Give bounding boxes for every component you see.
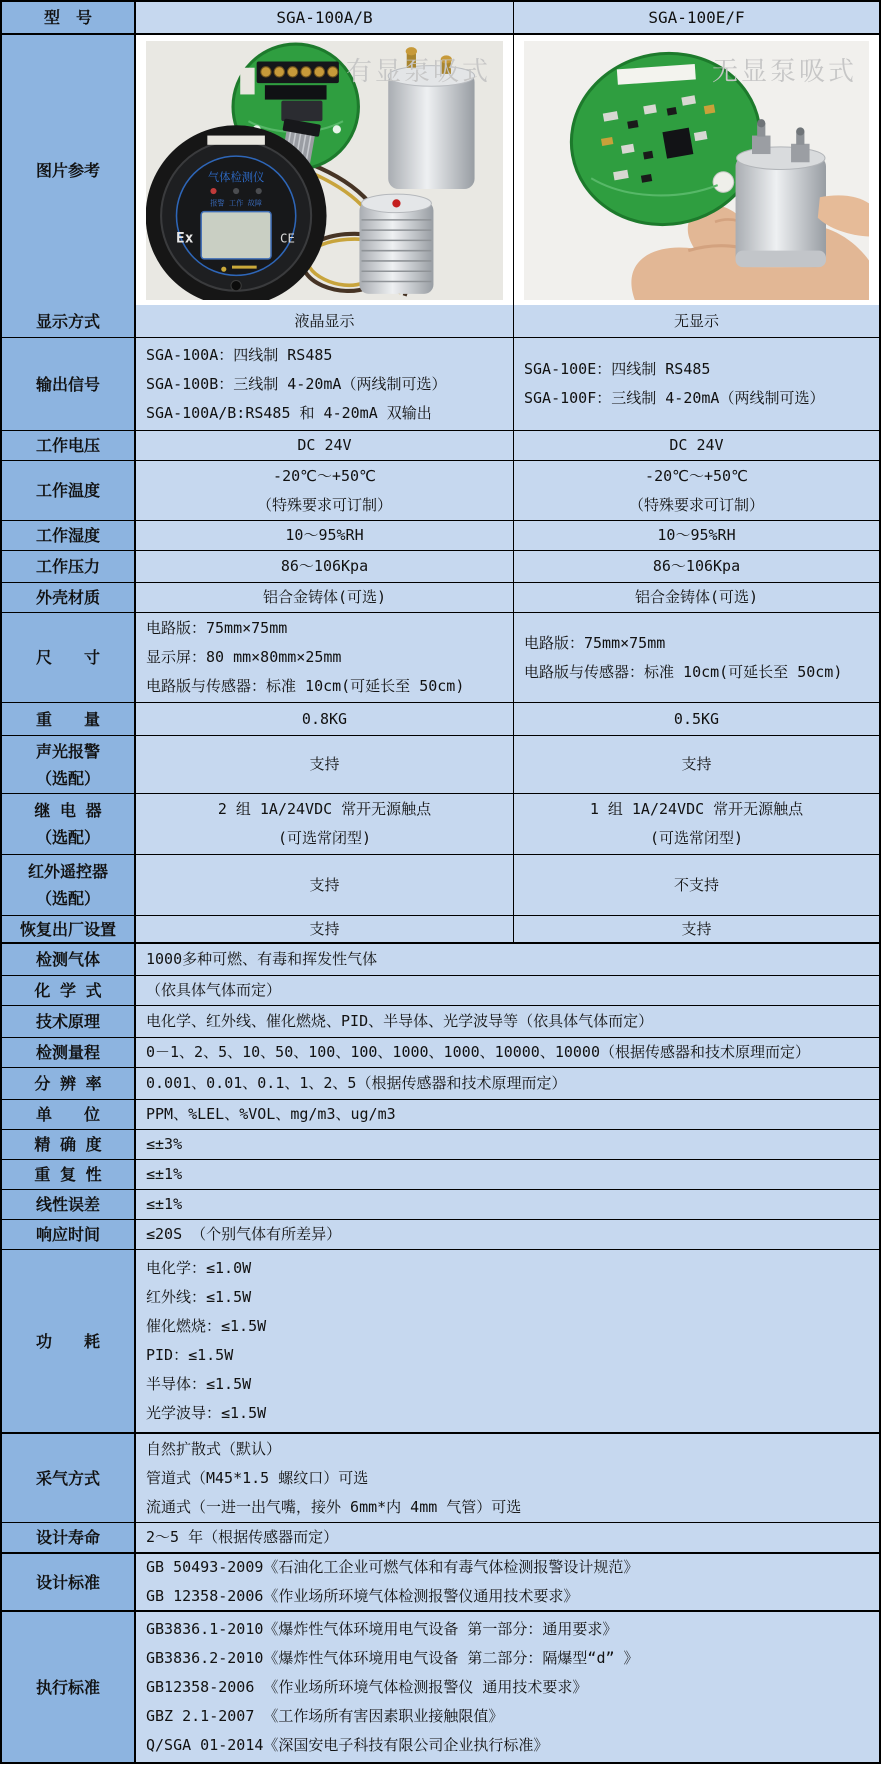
spec-value-text: 86～106Kpa <box>652 557 741 575</box>
spec-value-text: GB3836.2-2010《爆炸性气体环境用电气设备 第二部分：隔爆型“d” 》 <box>146 1648 639 1667</box>
row-label-text: 重 量 <box>35 709 100 729</box>
spec-value-text: （特殊要求可订制） <box>256 495 392 514</box>
spec-value-text: SGA-100A：四线制 RS485 <box>146 345 333 364</box>
spec-value-text: 1 组 1A/24VDC 常开无源触点 <box>589 800 804 818</box>
spec-value-text: GB3836.1-2010《爆炸性气体环境用电气设备 第一部分：通用要求》 <box>146 1619 618 1638</box>
spec-value-cell <box>136 338 513 430</box>
spec-value-text: 0.001、0.01、0.1、1、2、5（根据传感器和技术原理而定） <box>146 1074 567 1092</box>
product-photo-ab <box>146 41 503 300</box>
spec-value-text: PPM、%LEL、%VOL、mg/m3、ug/m3 <box>146 1105 396 1123</box>
row-label-text: （选配） <box>35 768 100 788</box>
spec-value-text: GBZ 2.1-2007 《工作场所有害因素职业接触限值》 <box>146 1706 504 1725</box>
row-label-text: 工作电压 <box>35 436 100 455</box>
row-label-text: 显示方式 <box>35 311 100 331</box>
spec-value-text: SGA-100E：四线制 RS485 <box>524 360 711 378</box>
spec-value-text: （依具体气体而定） <box>146 981 282 999</box>
spec-value-cell <box>513 794 879 854</box>
spec-value-text: GB 12358-2006《作业场所环境气体检测报警仪通用技术要求》 <box>146 1587 579 1605</box>
spec-value-text: 显示屏：80 mm×80mm×25mm <box>146 648 342 666</box>
row-label-cell <box>2 1160 136 1189</box>
row-label-cell <box>2 1220 136 1249</box>
row-label-cell <box>2 736 136 793</box>
row-label-text: 红外遥控器 <box>27 862 108 881</box>
spec-value-cell <box>513 338 879 430</box>
spec-value-text: 流通式（一进一出气嘴，接外 6mm*内 4mm 气管）可选 <box>146 1497 522 1516</box>
spec-value-text: 0.8KG <box>301 709 348 728</box>
row-label-cell <box>2 1068 136 1099</box>
spec-value-cell-span <box>136 1434 879 1522</box>
row-label-text: 分 辨 率 <box>34 1074 102 1093</box>
row-label-cell <box>2 1523 136 1552</box>
row-label-text: 声光报警 <box>35 741 100 761</box>
spec-value-cell <box>513 613 879 702</box>
spec-value-text: SGA-100F：三线制 4-20mA（两线制可选） <box>524 389 825 407</box>
spec-value-cell-span <box>136 1068 879 1099</box>
spec-value-text: ≤±3% <box>146 1135 183 1153</box>
row-label-cell <box>2 1250 136 1432</box>
spec-value-text: 自然扩散式（默认） <box>146 1439 282 1458</box>
spec-value-text: 铝合金铸体(可选) <box>634 588 759 606</box>
spec-value-text: ≤±1% <box>146 1195 183 1213</box>
spec-value-cell <box>136 583 513 612</box>
product-photo-ef-cell <box>513 35 879 305</box>
spec-value-cell <box>136 521 513 550</box>
spec-row <box>2 854 879 915</box>
spec-value-cell <box>136 855 513 915</box>
header-row <box>2 2 879 33</box>
row-label-cell <box>2 1006 136 1037</box>
spec-value-text: 电路版：75mm×75mm <box>146 619 288 637</box>
spec-row <box>2 1129 879 1159</box>
spec-row <box>2 520 879 550</box>
spec-row <box>2 1432 879 1522</box>
spec-value-text: 支持 <box>309 919 340 938</box>
spec-row <box>2 460 879 520</box>
spec-row <box>2 582 879 612</box>
spec-row <box>2 1005 879 1037</box>
spec-value-text: DC 24V <box>669 436 724 454</box>
device-led-labels: 报警 工作 故障 <box>210 198 263 208</box>
spec-value-cell <box>136 703 513 735</box>
spec-row <box>2 735 879 793</box>
spec-row <box>2 1159 879 1189</box>
spec-value-text: 电化学、红外线、催化燃烧、PID、半导体、光学波导等（依具体气体而定） <box>146 1012 654 1030</box>
spec-value-text: 电化学：≤1.0W <box>146 1259 252 1277</box>
image-reference-row <box>2 33 879 305</box>
spec-value-cell-span <box>136 976 879 1005</box>
row-label-text: 技术原理 <box>35 1012 100 1031</box>
spec-value-cell-span <box>136 1160 879 1189</box>
spec-value-text: 2～5 年（根据传感器而定） <box>146 1528 339 1546</box>
spec-value-cell-span <box>136 1554 879 1610</box>
spec-row <box>2 1037 879 1067</box>
header-model-label-text: 型 号 <box>43 8 92 27</box>
spec-value-text: 催化燃烧：≤1.5W <box>146 1317 267 1335</box>
spec-value-cell <box>136 613 513 702</box>
row-label-cell <box>2 1190 136 1219</box>
spec-value-cell <box>136 551 513 582</box>
spec-value-text: 不支持 <box>673 875 719 894</box>
row-label-cell <box>2 1130 136 1159</box>
row-label-cell <box>2 916 136 942</box>
row-label-text: （选配） <box>35 889 100 908</box>
spec-value-text: 0－1、2、5、10、50、100、100、1000、1000、10000、10000（根据传感器和技术原理而定） <box>146 1043 810 1061</box>
spec-value-cell-span <box>136 1190 879 1219</box>
spec-value-text: Q/SGA 01-2014《深国安电子科技有限公司企业执行标准》 <box>146 1735 549 1754</box>
spec-value-cell-span <box>136 1523 879 1552</box>
row-label-cell <box>2 703 136 735</box>
spec-value-text: 红外线：≤1.5W <box>146 1288 252 1306</box>
spec-row <box>2 702 879 735</box>
spec-value-text: （特殊要求可订制） <box>628 495 764 514</box>
row-label-text: 工作压力 <box>35 557 100 576</box>
header-model-label <box>2 2 136 33</box>
spec-value-text: 电路版：75mm×75mm <box>524 633 666 652</box>
spec-value-cell-span <box>136 1250 879 1432</box>
spec-value-cell-span <box>136 944 879 975</box>
spec-row <box>2 1552 879 1610</box>
row-label-text: 重 复 性 <box>34 1165 102 1184</box>
row-label-text: 执行标准 <box>35 1677 100 1697</box>
spec-value-text: 电路版与传感器：标准 10cm(可延长至 50cm) <box>146 677 465 695</box>
device-ce-mark: CE <box>280 231 295 246</box>
spec-value-text: -20℃～+50℃ <box>645 466 748 485</box>
spec-value-cell <box>136 736 513 793</box>
spec-row <box>2 1249 879 1432</box>
row-label-cell <box>2 1612 136 1762</box>
spec-value-cell <box>513 583 879 612</box>
row-label-text: 检测量程 <box>35 1043 100 1062</box>
nozzle-right <box>791 127 810 162</box>
ribbed-sensor <box>359 194 433 294</box>
spec-value-cell <box>136 305 513 337</box>
row-label-cell <box>2 1434 136 1522</box>
spec-value-cell <box>513 703 879 735</box>
spec-value-cell <box>513 305 879 337</box>
spec-value-text: ≤20S （个别气体有所差异） <box>146 1225 342 1243</box>
row-label-text: 恢复出厂设置 <box>19 919 116 939</box>
row-label-cell <box>2 1038 136 1067</box>
row-label-cell <box>2 461 136 520</box>
row-label-text: 功 耗 <box>35 1331 100 1351</box>
row-label-cell <box>2 305 136 337</box>
spec-value-text: 1000多种可燃、有毒和挥发性气体 <box>146 950 378 968</box>
spec-value-cell <box>513 521 879 550</box>
spec-value-text: 半导体：≤1.5W <box>146 1375 252 1393</box>
spec-value-cell <box>136 461 513 520</box>
spec-value-text: 无显示 <box>673 311 719 330</box>
spec-value-text: 管道式（M45*1.5 螺纹口）可选 <box>146 1468 369 1487</box>
spec-row <box>2 1099 879 1129</box>
row-label-cell <box>2 944 136 975</box>
row-label-cell <box>2 1554 136 1610</box>
row-label-cell <box>2 338 136 430</box>
row-label-text: 外壳材质 <box>35 588 100 607</box>
spec-value-cell <box>513 736 879 793</box>
spec-value-cell-span <box>136 1220 879 1249</box>
spec-value-text: PID：≤1.5W <box>146 1346 234 1364</box>
row-label-text: 输出信号 <box>35 374 100 394</box>
spec-value-text: (可选常闭型) <box>649 829 744 847</box>
spec-row <box>2 1219 879 1249</box>
header-model-ef-text: SGA-100E/F <box>648 8 745 27</box>
image-row-label-text: 图片参考 <box>35 160 100 180</box>
spec-row <box>2 337 879 430</box>
spec-value-cell <box>513 855 879 915</box>
watermark-pump-no-display: 无显泵吸式 <box>711 57 857 87</box>
spec-value-text: SGA-100A/B:RS485 和 4-20mA 双输出 <box>146 403 432 422</box>
row-label-text: （选配） <box>35 828 100 847</box>
row-label-cell <box>2 551 136 582</box>
spec-row <box>2 612 879 702</box>
gas-detector-head <box>146 125 327 300</box>
row-label-text: 继 电 器 <box>34 801 102 820</box>
row-label-cell <box>2 613 136 702</box>
spec-value-cell-span <box>136 1130 879 1159</box>
spec-value-text: SGA-100B：三线制 4-20mA（两线制可选） <box>146 374 447 393</box>
spec-row <box>2 942 879 975</box>
spec-value-text: 0.5KG <box>673 709 720 728</box>
row-label-text: 检测气体 <box>35 950 100 969</box>
spec-value-text: 2 组 1A/24VDC 常开无源触点 <box>217 800 432 818</box>
row-label-text: 设计寿命 <box>35 1528 100 1547</box>
row-label-cell <box>2 583 136 612</box>
row-label-cell <box>2 1100 136 1129</box>
spec-value-text: 液晶显示 <box>294 311 355 330</box>
row-label-cell <box>2 521 136 550</box>
spec-row <box>2 430 879 460</box>
spec-value-text: -20℃～+50℃ <box>273 466 376 485</box>
row-label-text: 采气方式 <box>35 1468 100 1488</box>
spec-value-cell <box>136 794 513 854</box>
spec-value-text: 光学波导：≤1.5W <box>146 1404 267 1422</box>
spec-row <box>2 305 879 337</box>
spec-value-text: 支持 <box>309 755 340 773</box>
spec-value-cell <box>136 916 513 942</box>
row-label-text: 工作温度 <box>35 481 100 500</box>
spec-value-cell <box>513 431 879 460</box>
row-label-text: 单 位 <box>35 1105 100 1124</box>
row-label-text: 化 学 式 <box>34 981 102 1000</box>
product-photo-ef <box>524 41 869 300</box>
row-label-cell <box>2 976 136 1005</box>
image-row-label <box>2 35 136 305</box>
row-label-cell <box>2 431 136 460</box>
spec-value-text: 电路版与传感器：标准 10cm(可延长至 50cm) <box>524 662 843 681</box>
device-ex-mark: Ex <box>176 230 194 247</box>
row-label-text: 工作湿度 <box>35 526 100 545</box>
spec-value-cell-span <box>136 1612 879 1762</box>
spec-value-text: 铝合金铸体(可选) <box>262 588 387 606</box>
device-title-text: 气体检测仪 <box>207 170 265 184</box>
spec-value-text: GB 50493-2009《石油化工企业可燃气体和有毒气体检测报警设计规范》 <box>146 1558 639 1576</box>
spec-rows <box>2 305 879 1762</box>
spec-value-text: 10～95%RH <box>657 526 736 544</box>
spec-value-text: 10～95%RH <box>285 526 364 544</box>
spec-row <box>2 1522 879 1552</box>
spec-value-cell-span <box>136 1100 879 1129</box>
spec-row <box>2 1189 879 1219</box>
product-photo-ab-cell <box>136 35 513 305</box>
spec-value-text: 86～106Kpa <box>280 557 369 575</box>
row-label-cell <box>2 794 136 854</box>
spec-value-cell <box>513 461 879 520</box>
header-model-ef <box>513 2 879 33</box>
row-label-text: 尺 寸 <box>35 648 100 667</box>
spec-value-text: GB12358-2006 《作业场所环境气体检测报警仪 通用技术要求》 <box>146 1677 588 1696</box>
spec-value-cell <box>136 431 513 460</box>
spec-row <box>2 1610 879 1762</box>
spec-value-text: 支持 <box>309 875 340 894</box>
spec-row <box>2 550 879 582</box>
spec-row <box>2 915 879 942</box>
header-model-ab <box>136 2 513 33</box>
spec-row <box>2 793 879 854</box>
spec-row <box>2 975 879 1005</box>
row-label-text: 设计标准 <box>35 1572 100 1592</box>
header-model-ab-text: SGA-100A/B <box>276 8 373 27</box>
row-label-text: 线性误差 <box>35 1195 100 1214</box>
watermark-pump-with-display: 有显泵吸式 <box>345 57 491 87</box>
spec-value-cell-span <box>136 1006 879 1037</box>
spec-value-cell <box>513 551 879 582</box>
spec-value-text: DC 24V <box>297 436 352 454</box>
spec-row <box>2 1067 879 1099</box>
spec-value-text: ≤±1% <box>146 1165 183 1183</box>
spec-value-cell <box>513 916 879 942</box>
row-label-text: 精 确 度 <box>34 1135 102 1154</box>
spec-value-text: 支持 <box>681 919 712 938</box>
spec-value-cell-span <box>136 1038 879 1067</box>
row-label-text: 响应时间 <box>35 1225 100 1244</box>
spec-value-text: 支持 <box>681 755 712 773</box>
spec-value-text: (可选常闭型) <box>277 829 372 847</box>
row-label-cell <box>2 855 136 915</box>
